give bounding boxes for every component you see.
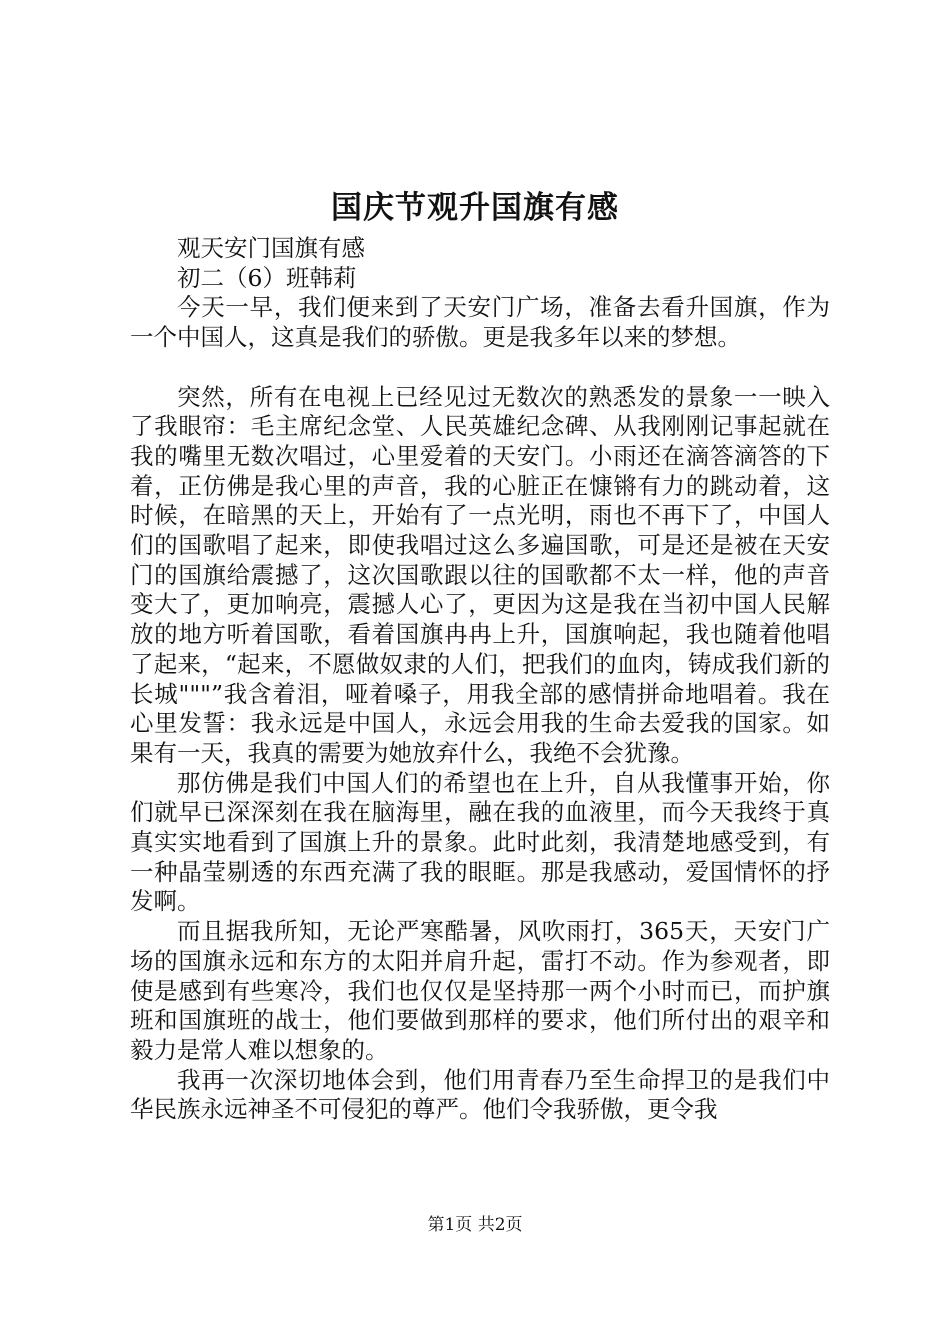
paragraph-3: 那仿佛是我们中国人们的希望也在上升，自从我懂事开始，你们就早已深深刻在我在脑海里，融在我的血液里，而今天我终于真真实实地看到了国旗上升的景象。此时此刻，我清楚地感受到，有一种晶莹剔透的东西充满了我的眼眶。那是我感动，爱国情怀的抒发啊。 xyxy=(130,768,830,916)
paragraph-5: 我再一次深切地体会到，他们用青春乃至生命捍卫的是我们中华民族永远神圣不可侵犯的尊严。他们令我骄傲，更令我 xyxy=(130,1065,830,1124)
page-footer: 第1页 共2页 xyxy=(427,1215,523,1235)
subtitle-line: 观天安门国旗有感 xyxy=(177,234,365,262)
document-title: 国庆节观升国旗有感 xyxy=(331,190,619,226)
paragraph-2: 突然，所有在电视上已经见过无数次的熟悉发的景象一一映入了我眼帘：毛主席纪念堂、人民英雄纪念碑、从我刚刚记事起就在我的嘴里无数次唱过，心里爱着的天安门。小雨还在滴答滴答的下着，正仿佛是我心里的声音，我的心脏正在慷锵有力的跳动着，这时候，在暗黑的天上，开始有了一点光明，雨也不再下了，中国人们的国歌唱了起来，即使我唱过这么多遍国歌，可是还是被在天安门的国旗给震撼了，这次国歌跟以往的国歌都不太一样，他的声音变大了，更加响亮，震撼人心了，更因为这是我在当初中国人民解放的地方听着国歌，看着国旗冉冉上升，国旗响起，我也随着他唱了起来，“起来，不愿做奴隶的人们，把我们的血肉，铸成我们新的长城"""”我含着泪，哑着嗓子，用我全部的感情拼命地唱着。我在心里发誓：我永远是中国人，永远会用我的生命去爱我的国家。如果有一天，我真的需要为她放弃什么，我绝不会犹豫。 xyxy=(130,382,830,767)
paragraph-4: 而且据我所知，无论严寒酷暑，风吹雨打，365天，天安门广场的国旗永远和东方的太阳并肩升起，雷打不动。作为参观者，即使是感到有些寒冷，我们也仅仅是坚持那一两个小时而已，而护旗班和国旗班的战士，他们要做到那样的要求，他们所付出的艰辛和毅力是常人难以想象的。 xyxy=(130,917,830,1064)
document-body xyxy=(130,234,830,1125)
paragraph-1: 今天一早，我们便来到了天安门广场，准备去看升国旗，作为一个中国人，这真是我们的骄傲。更是我多年以来的梦想。 xyxy=(130,293,830,352)
author-line: 初二（6）班韩莉 xyxy=(177,263,357,292)
